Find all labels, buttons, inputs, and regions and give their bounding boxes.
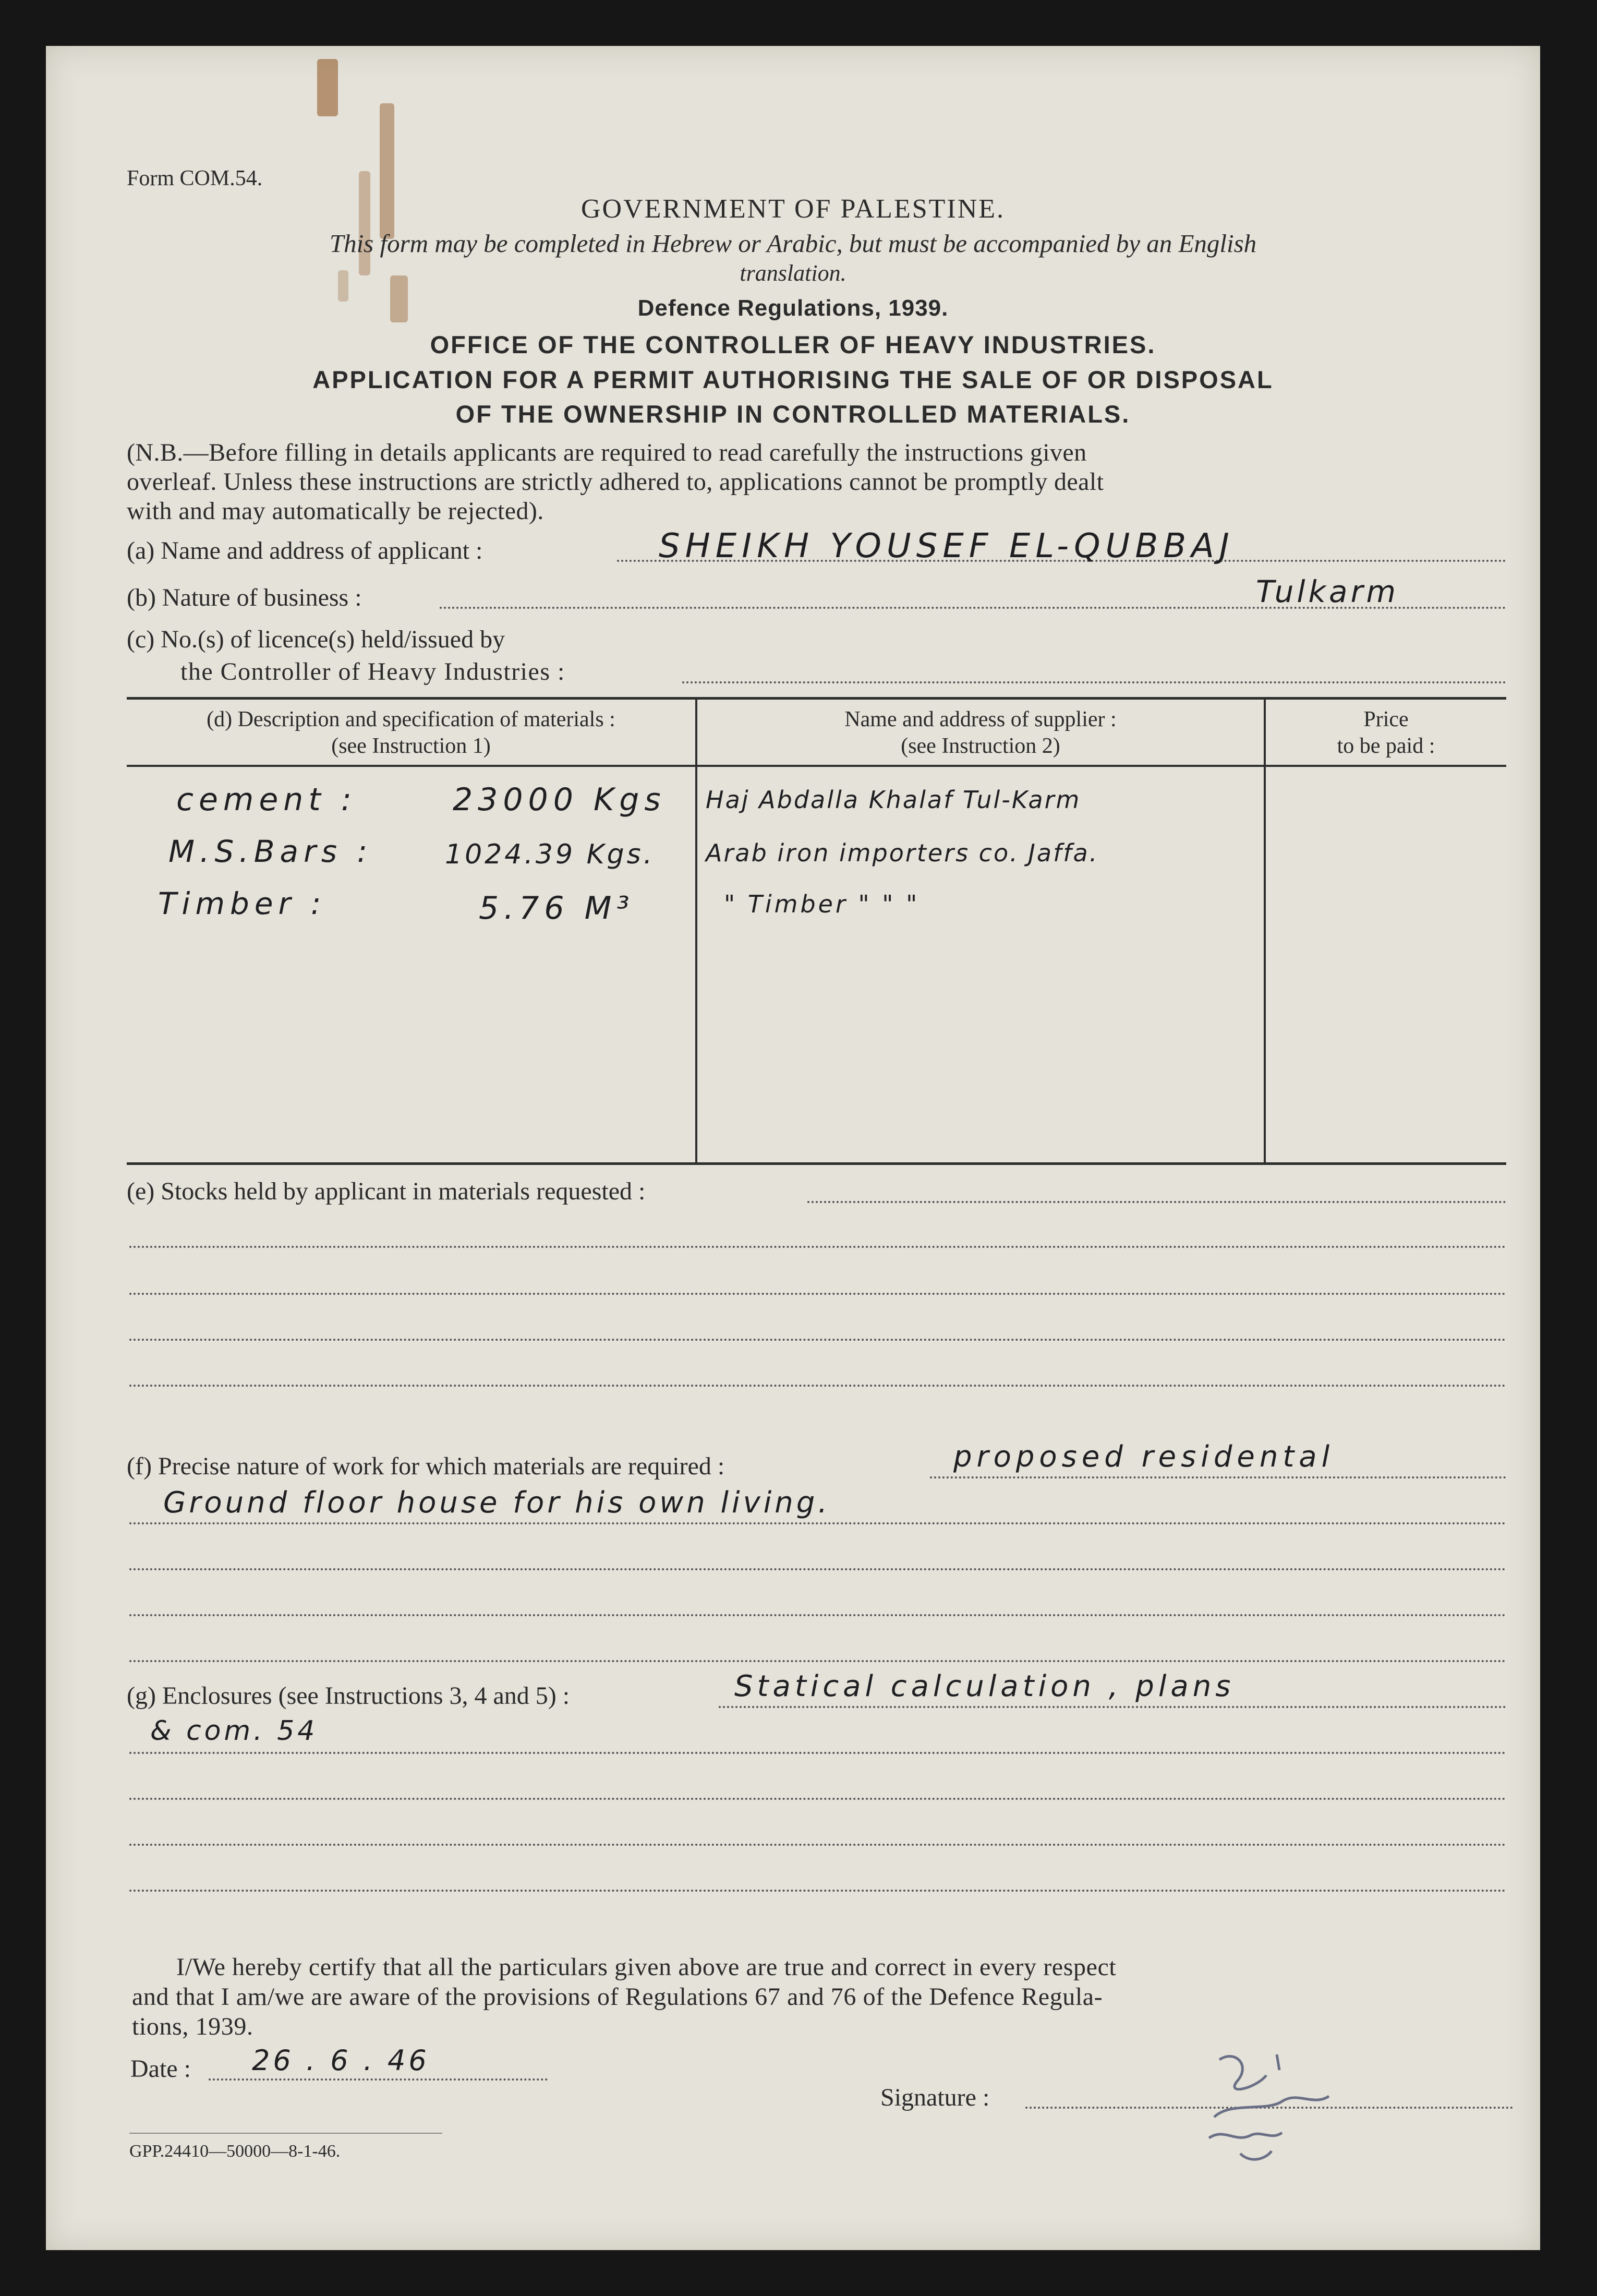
signature-scribble [1193,2039,1350,2174]
dotted-line [129,1339,1506,1341]
business-value[interactable]: Tulkarm [1256,574,1399,609]
rust-stain [317,59,338,116]
stocks-label: (e) Stocks held by applicant in materials requested : [127,1177,646,1205]
enclosures-value[interactable]: Statical calculation , plans [734,1669,1235,1703]
material-name: Timber : [158,886,326,921]
form-sheet [46,46,1540,2250]
signature-label: Signature : [880,2084,990,2111]
table-divider-1 [695,698,697,1163]
dotted-line [129,1890,1506,1892]
supplier-name: Haj Abdalla Khalaf Tul-Karm [706,786,1081,814]
col-supplier-subheader: (see Instruction 2) [901,734,1060,758]
nb-note-cont: overleaf. Unless these instructions are strictly adhered to, applications cannot be promptly dealt [127,468,1104,496]
business-label: (b) Nature of business : [127,584,362,611]
material-name: cement : [176,782,357,818]
enclosures-value-cont[interactable]: & com. 54 [150,1715,318,1747]
date-dotted-line [209,2078,548,2081]
dotted-line [129,1293,1506,1295]
dotted-line [129,1844,1506,1846]
col-price-header: Price [1363,707,1409,731]
applicant-label: (a) Name and address of applicant : [127,537,483,564]
certification-text-end: tions, 1939. [132,2013,253,2040]
table-top-border [127,697,1506,700]
translation-note-cont: translation. [740,260,846,286]
table-divider-2 [1264,698,1266,1163]
translation-note: This form may be completed in Hebrew or Arabic, but must be accompanied by an English [329,229,1257,258]
applicant-name[interactable]: SHEIKH YOUSEF EL-QUBBAJ [659,527,1235,566]
dotted-line [129,1246,1506,1248]
licence-dotted-line [682,681,1506,683]
material-quantity: 5.76 M³ [479,890,635,927]
enclosures-dotted-line [719,1706,1506,1708]
dotted-line [129,1752,1506,1754]
work-nature-dotted-line [930,1476,1506,1478]
work-nature-value[interactable]: proposed residental [953,1440,1335,1474]
date-label: Date : [130,2055,191,2083]
dotted-line [129,1798,1506,1800]
col-price-subheader: to be paid : [1337,734,1435,758]
supplier-name: Arab iron importers co. Jaffa. [706,839,1099,867]
licence-label-cont: the Controller of Heavy Industries : [180,658,565,686]
work-nature-value-cont[interactable]: Ground floor house for his own living. [163,1486,831,1520]
form-title: APPLICATION FOR A PERMIT AUTHORISING THE SALE OF OR DISPOSAL [312,366,1274,393]
col-description-subheader: (see Instruction 1) [331,734,491,758]
material-quantity: 1024.39 Kgs. [445,839,655,870]
col-supplier-header: Name and address of supplier : [844,707,1117,731]
stocks-dotted-line [807,1201,1506,1203]
print-code: GPP.24410—50000—8-1-46. [129,2142,341,2161]
enclosures-label: (g) Enclosures (see Instructions 3, 4 and 5) : [127,1682,570,1710]
certification-text-cont: and that I am/we are aware of the provisions of Regulations 67 and 76 of the Defence Regula- [132,1983,1103,2011]
material-name: M.S.Bars : [168,834,373,869]
table-header-border [127,765,1506,767]
work-nature-label: (f) Precise nature of work for which materials are required : [127,1452,725,1480]
certification-text: I/We hereby certify that all the particulars given above are true and correct in every respect [176,1953,1117,1981]
form-title-cont: OF THE OWNERSHIP IN CONTROLLED MATERIALS. [455,400,1131,428]
dotted-line [129,1568,1506,1570]
material-quantity: 23000 Kgs [453,782,666,818]
licence-label: (c) No.(s) of licence(s) held/issued by [127,626,505,653]
dotted-line [129,1660,1506,1662]
date-value[interactable]: 26 . 6 . 46 [252,2044,430,2077]
office-heading: OFFICE OF THE CONTROLLER OF HEAVY INDUSTRIES. [430,331,1156,358]
dotted-line [129,1522,1506,1524]
form-code: Form COM.54. [127,166,263,190]
nb-note: (N.B.—Before filling in details applicants are required to read carefully the instructions given [127,439,1087,466]
dotted-line [129,1614,1506,1616]
col-description-header: (d) Description and specification of materials : [207,707,615,731]
print-code-rule [129,2133,442,2134]
supplier-name: " Timber " " " [724,890,920,918]
government-heading: GOVERNMENT OF PALESTINE. [580,194,1006,224]
dotted-line [129,1385,1506,1387]
regulations-heading: Defence Regulations, 1939. [637,295,949,321]
nb-note-end: with and may automatically be rejected). [127,497,544,525]
table-bottom-border [127,1162,1506,1165]
